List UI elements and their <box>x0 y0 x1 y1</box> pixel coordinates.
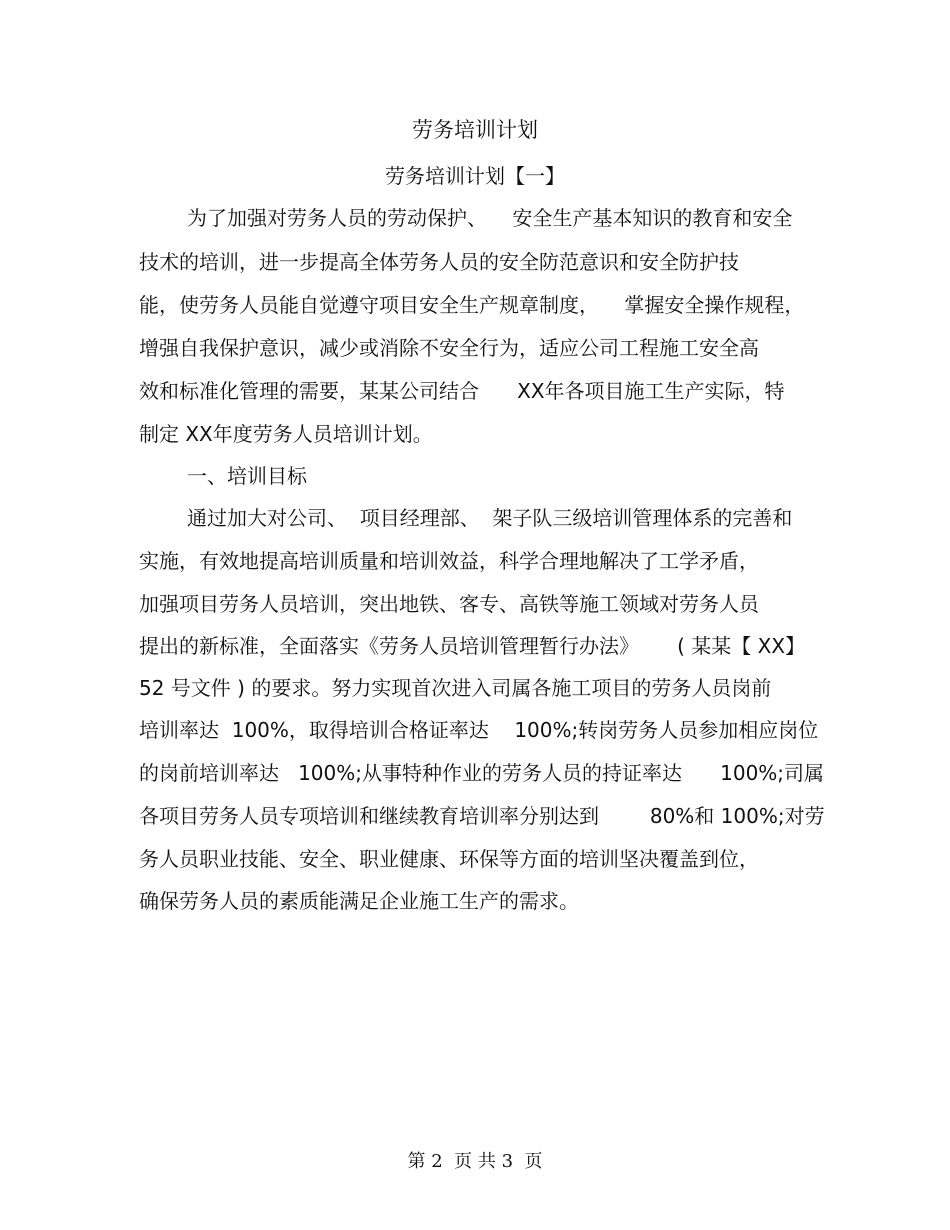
paragraph-line: 通过加大对公司、 项目经理部、 架子队三级培训管理体系的完善和 <box>187 506 793 530</box>
paragraph-line: 务人员职业技能、安全、职业健康、环保等方面的培训坚决覆盖到位， <box>139 847 759 871</box>
paragraph-line: 培训率达 100%，取得培训合格证率达 100%;转岗劳务人员参加相应岗位 <box>139 718 819 742</box>
paragraph-line: 提出的新标准，全面落实《劳务人员培训管理暂行办法》 ( 某某【 XX】 <box>139 634 806 658</box>
paragraph-line: 能，使劳务人员能自觉遵守项目安全生产规章制度， 掌握安全操作规程， <box>139 293 805 317</box>
page-number-footer: 第 2 页 共 3 页 <box>407 1151 543 1172</box>
paragraph-line: 效和标准化管理的需要，某某公司结合 XX年各项目施工生产实际，特 <box>139 379 785 403</box>
paragraph-line: 技术的培训，进一步提高全体劳务人员的安全防范意识和安全防护技 <box>139 250 739 274</box>
paragraph-line: 52 号文件 ) 的要求。努力实现首次进入司属各施工项目的劳务人员岗前 <box>139 676 772 700</box>
paragraph-line: 为了加强对劳务人员的劳动保护、 安全生产基本知识的教育和安全 <box>187 206 793 230</box>
paragraph-line: 制定 XX年度劳务人员培训计划。 <box>139 422 433 446</box>
paragraph-line: 各项目劳务人员专项培训和继续教育培训率分别达到 80%和 100%;对劳 <box>139 804 825 828</box>
paragraph-line: 加强项目劳务人员培训，突出地铁、客专、高铁等施工领域对劳务人员 <box>139 592 759 616</box>
paragraph-line: 确保劳务人员的素质能满足企业施工生产的需求。 <box>139 889 579 913</box>
document-title: 劳务培训计划 <box>412 118 538 142</box>
section-title: 劳务培训计划【一】 <box>385 164 565 188</box>
paragraph-line: 实施，有效地提高培训质量和培训效益，科学合理地解决了工学矛盾， <box>139 549 759 573</box>
paragraph-line: 增强自我保护意识，减少或消除不安全行为，适应公司工程施工安全高 <box>139 336 759 360</box>
paragraph-line: 的岗前培训率达 100%;从事特种作业的劳务人员的持证率达 100%;司属 <box>139 761 825 785</box>
section-heading: 一、培训目标 <box>187 464 307 488</box>
